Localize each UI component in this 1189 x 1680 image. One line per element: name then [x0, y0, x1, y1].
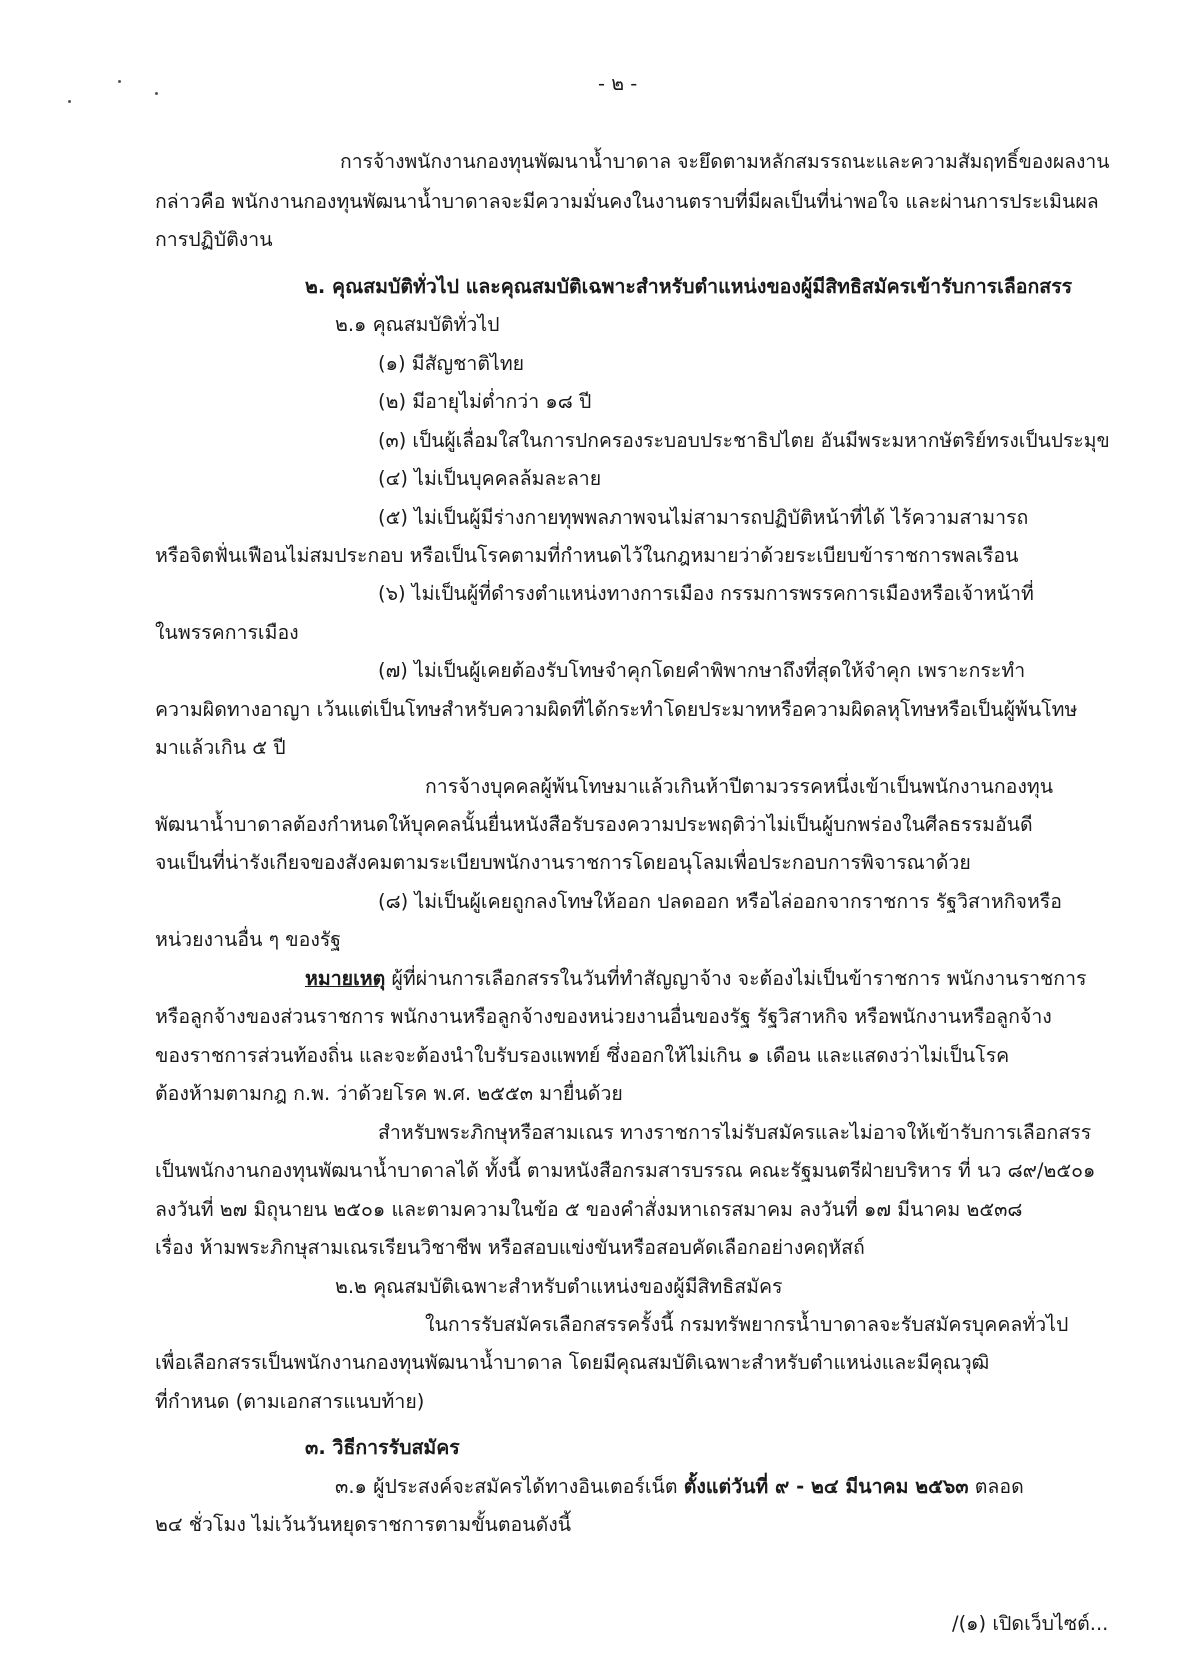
scan-speck — [118, 80, 121, 83]
item-4: (๔) ไม่เป็นบุคคลล้มละลาย — [378, 467, 602, 490]
item-6-line-2: ในพรรคการเมือง — [155, 621, 299, 644]
section-3-1-line-2: ๒๔ ชั่วโมง ไม่เว้นวันหยุดราชการตามขั้นตอนดังนี้ — [155, 1513, 572, 1536]
item-1: (๑) มีสัญชาติไทย — [378, 352, 525, 375]
item-7-line-2: ความผิดทางอาญา เว้นแต่เป็นโทษสำหรับความผิดที่ได้กระทำโดยประมาทหรือความผิดลหุโทษหรือเป็นผู้พ้นโทษ — [155, 698, 1078, 721]
item-5-line-2: หรือจิตฟั่นเฟือนไม่สมประกอบ หรือเป็นโรคตามที่กำหนดไว้ในกฎหมายว่าด้วยระเบียบข้าราชการพลเรือน — [155, 544, 1019, 567]
monk-line-3: ลงวันที่ ๒๗ มิถุนายน ๒๕๐๑ และตามความในข้อ ๕ ของคำสั่งมหาเถรสมาคม ลงวันที่ ๑๗ มีนาคม ๒๕๓๘ — [155, 1198, 1023, 1221]
scan-speck — [68, 100, 71, 103]
item-6-line-1: (๖) ไม่เป็นผู้ที่ดำรงตำแหน่งทางการเมือง กรรมการพรรคการเมืองหรือเจ้าหน้าที่ — [378, 582, 1034, 605]
item-8-line-1: (๘) ไม่เป็นผู้เคยถูกลงโทษให้ออก ปลดออก หรือไล่ออกจากราชการ รัฐวิสาหกิจหรือ — [378, 890, 1062, 913]
intro-line-2: กล่าวคือ พนักงานกองทุนพัฒนาน้ำบาดาลจะมีความมั่นคงในงานตราบที่มีผลเป็นที่น่าพอใจ และผ่านการประเมินผล — [155, 190, 1099, 213]
note-line-4: ต้องห้ามตามกฎ ก.พ. ว่าด้วยโรค พ.ศ. ๒๕๕๓ มายื่นด้วย — [155, 1082, 623, 1105]
section-2-2-heading: ๒.๒ คุณสมบัติเฉพาะสำหรับตำแหน่งของผู้มีสิทธิสมัคร — [335, 1275, 783, 1298]
section-3-1-line-1 — [335, 1473, 1024, 1503]
spec-line-3: ที่กำหนด (ตามเอกสารแนบท้าย) — [155, 1390, 425, 1413]
note-label: หมายเหตุ — [305, 967, 386, 990]
page-number: - ๒ - — [598, 72, 638, 95]
spec-line-2: เพื่อเลือกสรรเป็นพนักงานกองทุนพัฒนาน้ำบาดาล โดยมีคุณสมบัติเฉพาะสำหรับตำแหน่งและมีคุณวุฒิ — [155, 1351, 990, 1374]
intro-line-1: การจ้างพนักงานกองทุนพัฒนาน้ำบาดาล จะยึดตามหลักสมรรถนะและความสัมฤทธิ์ของผลงาน — [340, 150, 1110, 173]
scan-speck — [155, 92, 158, 95]
item-7-line-3: มาแล้วเกิน ๕ ปี — [155, 736, 286, 759]
item-5-line-1: (๕) ไม่เป็นผู้มีร่างกายทุพพลภาพจนไม่สามารถปฏิบัติหน้าที่ได้ ไร้ความสามารถ — [378, 506, 1029, 529]
note-line-1 — [305, 965, 1087, 995]
para-pardon-line-1: การจ้างบุคคลผู้พ้นโทษมาแล้วเกินห้าปีตามวรรคหนึ่งเข้าเป็นพนักงานกองทุน — [425, 775, 1054, 798]
apply-dates: ตั้งแต่วันที่ ๙ - ๒๔ มีนาคม ๒๕๖๓ — [683, 1475, 969, 1498]
apply-text: ๓.๑ ผู้ประสงค์จะสมัครได้ทางอินเตอร์เน็ต — [335, 1475, 684, 1498]
section-3-heading: ๓. วิธีการรับสมัคร — [305, 1436, 460, 1459]
note-text: ผู้ที่ผ่านการเลือกสรรในวันที่ทำสัญญาจ้าง จะต้องไม่เป็นข้าราชการ พนักงานราชการ — [385, 967, 1087, 990]
item-3: (๓) เป็นผู้เลื่อมใสในการปกครองระบอบประชาธิปไตย อันมีพระมหากษัตริย์ทรงเป็นประมุข — [378, 429, 1110, 452]
note-line-3: ของราชการส่วนท้องถิ่น และจะต้องนำใบรับรองแพทย์ ซึ่งออกให้ไม่เกิน ๑ เดือน และแสดงว่าไม่เป็นโรค — [155, 1044, 1010, 1067]
item-8-line-2: หน่วยงานอื่น ๆ ของรัฐ — [155, 928, 342, 951]
apply-text-end: ตลอด — [968, 1475, 1024, 1498]
intro-line-3: การปฏิบัติงาน — [155, 228, 273, 251]
item-7-line-1: (๗) ไม่เป็นผู้เคยต้องรับโทษจำคุกโดยคำพิพากษาถึงที่สุดให้จำคุก เพราะกระทำ — [378, 659, 1026, 682]
section-2-1-heading: ๒.๑ คุณสมบัติทั่วไป — [335, 313, 500, 336]
continuation-note: /(๑) เปิดเว็บไซต์... — [952, 1612, 1109, 1635]
note-line-2: หรือลูกจ้างของส่วนราชการ พนักงานหรือลูกจ้างของหน่วยงานอื่นของรัฐ รัฐวิสาหกิจ หรือพนักงานหรือลูกจ้าง — [155, 1005, 1052, 1028]
spec-line-1: ในการรับสมัครเลือกสรรครั้งนี้ กรมทรัพยากรน้ำบาดาลจะรับสมัครบุคคลทั่วไป — [425, 1313, 1069, 1336]
para-pardon-line-2: พัฒนาน้ำบาดาลต้องกำหนดให้บุคคลนั้นยื่นหนังสือรับรองความประพฤติว่าไม่เป็นผู้บกพร่องในศีลธรรมอันดี — [155, 813, 1033, 836]
para-pardon-line-3: จนเป็นที่น่ารังเกียจของสังคมตามระเบียบพนักงานราชการโดยอนุโลมเพื่อประกอบการพิจารณาด้วย — [155, 851, 971, 874]
monk-line-2: เป็นพนักงานกองทุนพัฒนาน้ำบาดาลได้ ทั้งนี้ ตามหนังสือกรมสารบรรณ คณะรัฐมนตรีฝ่ายบริหาร ที่ นว ๘๙/๒๕๐๑ — [155, 1159, 1096, 1182]
item-2: (๒) มีอายุไม่ต่ำกว่า ๑๘ ปี — [378, 390, 592, 413]
monk-line-1: สำหรับพระภิกษุหรือสามเณร ทางราชการไม่รับสมัครและไม่อาจให้เข้ารับการเลือกสรร — [378, 1121, 1092, 1144]
section-2-heading: ๒. คุณสมบัติทั่วไป และคุณสมบัติเฉพาะสำหรับตำแหน่งของผู้มีสิทธิสมัครเข้ารับการเลือกสรร — [305, 275, 1073, 298]
monk-line-4: เรื่อง ห้ามพระภิกษุสามเณรเรียนวิชาชีพ หรือสอบแข่งขันหรือสอบคัดเลือกอย่างคฤหัสถ์ — [155, 1236, 865, 1259]
